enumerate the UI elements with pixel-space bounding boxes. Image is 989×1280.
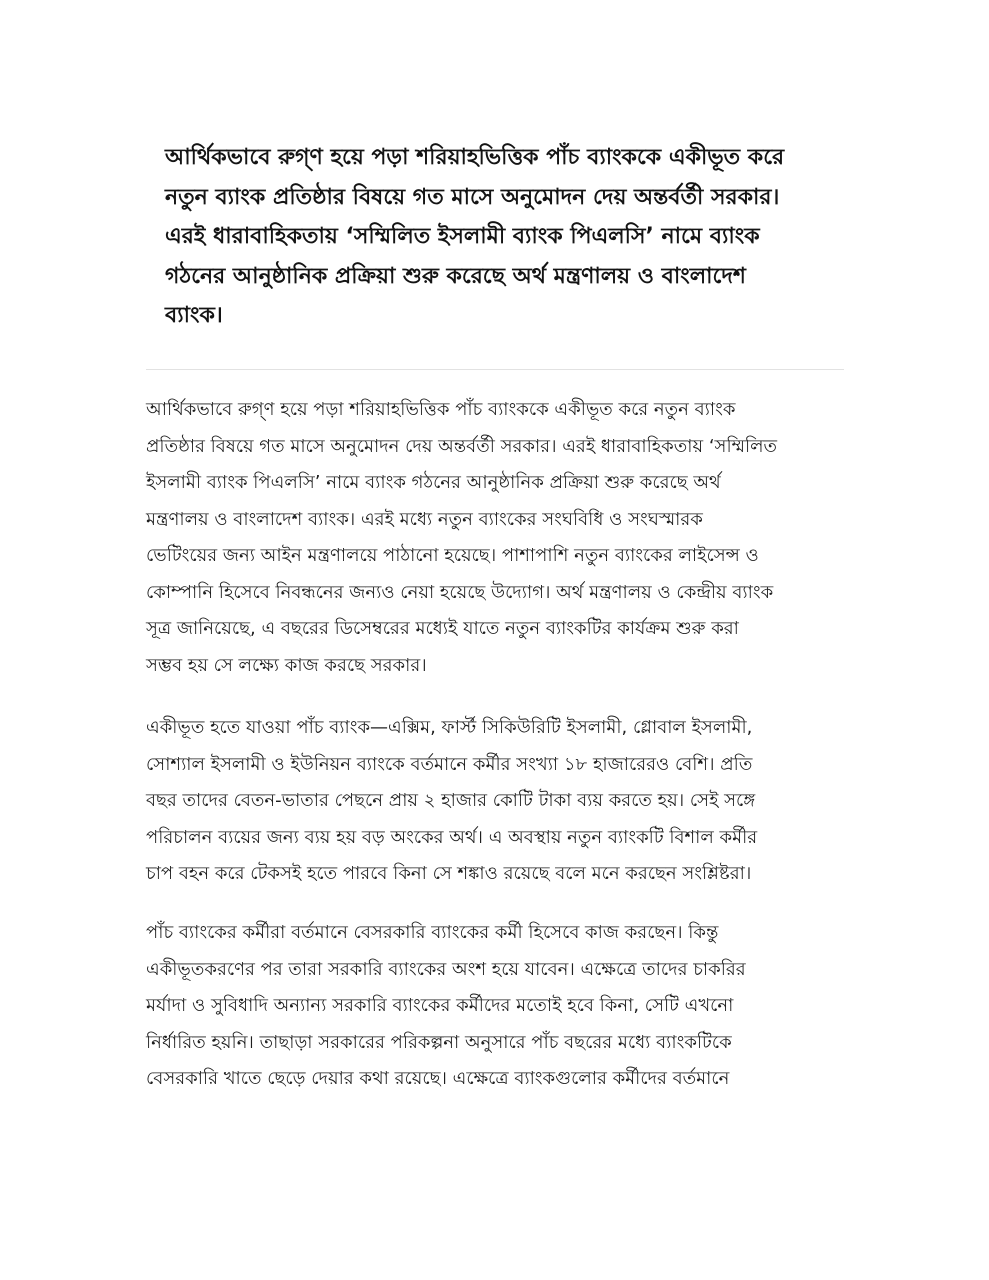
lead-line: আর্থিকভাবে রুগ্‌ণ হয়ে পড়া শরিয়াহভিত্তিক পাঁচ ব্যাংককে একীভূত করে (165, 145, 785, 170)
paragraph-line: বছর তাদের বেতন-ভাতার পেছনে প্রায় ২ হাজার কোটি টাকা ব্যয় করতে হয়। সেই সঙ্গে (146, 790, 756, 811)
section-divider (146, 369, 844, 370)
lead-line: এরই ধারাবাহিকতায় ‘সম্মিলিত ইসলামী ব্যাংক পিএলসি’ নামে ব্যাংক (165, 224, 760, 249)
article-lead (165, 138, 855, 336)
lead-line: গঠনের আনুষ্ঠানিক প্রক্রিয়া শুরু করেছে অর্থ মন্ত্রণালয় ও বাংলাদেশ (165, 263, 746, 289)
paragraph-line: মর্যাদা ও সুবিধাদি অন্যান্য সরকারি ব্যাংকের কর্মীদের মতোই হবে কিনা, সেটি এখনো (146, 995, 734, 1016)
lead-line: নতুন ব্যাংক প্রতিষ্ঠার বিষয়ে গত মাসে অনুমোদন দেয় অন্তর্বর্তী সরকার। (165, 184, 780, 210)
lead-line: ব্যাংক। (165, 303, 223, 328)
paragraph-line: সূত্র জানিয়েছে, এ বছরের ডিসেম্বরের মধ্যেই যাতে নতুন ব্যাংকটির কার্যক্রম শুরু করা (146, 618, 739, 639)
paragraph-line: নির্ধারিত হয়নি। তাছাড়া সরকারের পরিকল্পনা অনুসারে পাঁচ বছরের মধ্যে ব্যাংকটিকে (146, 1031, 732, 1053)
paragraph-line: কোম্পানি হিসেবে নিবন্ধনের জন্যও নেয়া হয়েছে উদ্যোগ। অর্থ মন্ত্রণালয় ও কেন্দ্রীয় ব্যাংক (146, 581, 774, 603)
paragraph-line: একীভূতকরণের পর তারা সরকারি ব্যাংকের অংশ হয়ে যাবেন। এক্ষেত্রে তাদের চাকরির (146, 958, 746, 980)
paragraph-line: বেসরকারি খাতে ছেড়ে দেয়ার কথা রয়েছে। এক্ষেত্রে ব্যাংকগুলোর কর্মীদের বর্তমানে (146, 1068, 730, 1089)
body-paragraph-3 (146, 915, 846, 1098)
paragraph-line: প্রতিষ্ঠার বিষয়ে গত মাসে অনুমোদন দেয় অন্তর্বর্তী সরকার। এরই ধারাবাহিকতায় ‘সম্মিলিত (146, 435, 778, 457)
paragraph-line: পাঁচ ব্যাংকের কর্মীরা বর্তমানে বেসরকারি ব্যাংকের কর্মী হিসেবে কাজ করছেন। কিন্তু (146, 922, 719, 943)
body-paragraph-1 (146, 392, 846, 684)
paragraph-line: সম্ভব হয় সে লক্ষ্যে কাজ করছে সরকার। (146, 654, 427, 676)
paragraph-line: চাপ বহন করে টেকসই হতে পারবে কিনা সে শঙ্কাও রয়েছে বলে মনে করছেন সংশ্লিষ্টরা। (146, 863, 752, 884)
paragraph-line: সোশ্যাল ইসলামী ও ইউনিয়ন ব্যাংকে বর্তমানে কর্মীর সংখ্যা ১৮ হাজারেরও বেশি। প্রতি (146, 753, 753, 775)
paragraph-line: ভেটিংয়ের জন্য আইন মন্ত্রণালয়ে পাঠানো হয়েছে। পাশাপাশি নতুন ব্যাংকের লাইসেন্স ও (146, 545, 759, 566)
paragraph-line: একীভূত হতে যাওয়া পাঁচ ব্যাংক—এক্সিম, ফার্স্ট সিকিউরিটি ইসলামী, গ্লোবাল ইসলামী, (146, 717, 753, 738)
paragraph-line: আর্থিকভাবে রুগ্‌ণ হয়ে পড়া শরিয়াহভিত্তিক পাঁচ ব্যাংককে একীভূত করে নতুন ব্যাংক (146, 399, 736, 420)
paragraph-line: ইসলামী ব্যাংক পিএলসি’ নামে ব্যাংক গঠনের আনুষ্ঠানিক প্রক্রিয়া শুরু করেছে অর্থ (146, 472, 721, 493)
paragraph-line: মন্ত্রণালয় ও বাংলাদেশ ব্যাংক। এরই মধ্যে নতুন ব্যাংকের সংঘবিধি ও সংঘস্মারক (146, 508, 703, 530)
body-paragraph-2 (146, 710, 846, 893)
paragraph-line: পরিচালন ব্যয়ের জন্য ব্যয় হয় বড় অংকের অর্থ। এ অবস্থায় নতুন ব্যাংকটি বিশাল কর্মীর (146, 826, 758, 848)
